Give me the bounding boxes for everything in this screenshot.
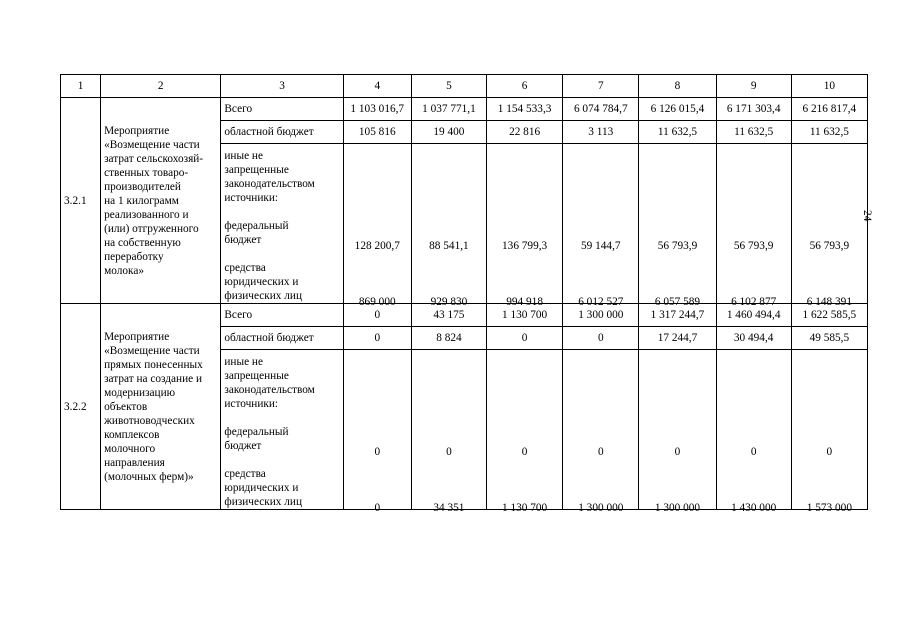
regional-value: 19 400: [411, 121, 486, 144]
federal-value: 0: [750, 446, 757, 458]
sources-line: законодательством: [224, 384, 315, 396]
spacer: [224, 247, 339, 261]
spacer: [224, 205, 339, 219]
event-code: 3.2.2: [61, 304, 101, 510]
legal-line: физических лиц: [224, 290, 302, 302]
legal-value: 34 351: [433, 502, 465, 514]
sources-line: иные не: [224, 356, 263, 368]
sources-line: запрещенные: [224, 164, 289, 176]
spacer: [224, 453, 339, 467]
event-name-line: Мероприятие: [104, 330, 170, 343]
column-header: 2: [101, 75, 221, 98]
sources-values: [343, 350, 411, 514]
page-number: 24: [861, 210, 873, 222]
regional-value: 17 244,7: [639, 327, 716, 350]
sources-line: источники:: [224, 192, 279, 204]
sources-values: [487, 144, 563, 308]
federal-line: бюджет: [224, 440, 262, 452]
federal-value: 128 200,7: [354, 240, 400, 252]
sources-values: [716, 144, 791, 308]
legal-line: юридических и: [224, 482, 299, 494]
legal-value: 6 148 391: [806, 296, 852, 308]
legal-line: юридических и: [224, 276, 299, 288]
total-value: 6 074 784,7: [563, 98, 639, 121]
event-name-line: переработку: [104, 250, 164, 263]
sources-values: [563, 350, 639, 514]
event-name: [101, 98, 221, 304]
total-value: 1 460 494,4: [716, 304, 791, 327]
event-name-line: ственных товаро-: [104, 166, 189, 179]
total-label: Всего: [221, 98, 343, 121]
legal-line: средства: [224, 262, 266, 274]
sources-values: [791, 350, 867, 514]
sources-values: [791, 144, 867, 308]
federal-value: 136 799,3: [502, 240, 548, 252]
legal-value: 1 430 000: [731, 502, 777, 514]
spacer: [224, 411, 339, 425]
regional-value: 49 585,5: [791, 327, 867, 350]
sources-values: [639, 144, 716, 308]
legal-value: 1 300 000: [654, 502, 701, 514]
event-name-line: направления: [104, 456, 165, 469]
regional-value: 11 632,5: [791, 121, 867, 144]
regional-value: 0: [487, 327, 563, 350]
regional-value: 22 816: [487, 121, 563, 144]
total-value: 1 622 585,5: [791, 304, 867, 327]
event-name-line: животноводческих: [104, 414, 195, 427]
sources-values: [639, 350, 716, 514]
regional-label: областной бюджет: [221, 327, 343, 350]
column-header: 6: [487, 75, 563, 98]
sources-line: иные не: [224, 150, 263, 162]
sources-values: [411, 350, 486, 514]
event-name: [101, 304, 221, 510]
federal-value: 0: [674, 446, 681, 458]
legal-line: средства: [224, 468, 266, 480]
legal-value: 929 830: [430, 296, 468, 308]
legal-value: 6 057 589: [654, 296, 701, 308]
event-name-line: прямых понесенных: [104, 358, 203, 371]
column-header: 8: [639, 75, 716, 98]
total-value: 1 300 000: [563, 304, 639, 327]
legal-value: 1 573 000: [806, 502, 852, 514]
legal-value: 0: [374, 502, 381, 514]
budget-table: [60, 74, 868, 514]
sources-line: источники:: [224, 398, 279, 410]
event-name-line: «Возмещение части: [104, 138, 200, 151]
event-name-line: Мероприятие: [104, 124, 170, 137]
column-header: 1: [61, 75, 101, 98]
total-value: 0: [343, 304, 411, 327]
event-name-line: производителей: [104, 180, 181, 193]
legal-value: 1 130 700: [502, 502, 548, 514]
total-value: 6 171 303,4: [716, 98, 791, 121]
sources-values: [487, 350, 563, 514]
regional-label: областной бюджет: [221, 121, 343, 144]
event-name-line: комплексов: [104, 428, 160, 441]
regional-value: 30 494,4: [716, 327, 791, 350]
federal-value: 56 793,9: [657, 240, 698, 252]
event-name-line: «Возмещение части: [104, 344, 200, 357]
federal-value: 56 793,9: [809, 240, 850, 252]
legal-value: 994 918: [506, 296, 543, 308]
event-name-line: затрат сельскохозяй-: [104, 152, 204, 165]
regional-value: 3 113: [563, 121, 639, 144]
sources-line: законодательством: [224, 178, 315, 190]
regional-value: 0: [563, 327, 639, 350]
federal-value: 0: [446, 446, 452, 458]
federal-value: 0: [374, 446, 381, 458]
total-value: 1 317 244,7: [639, 304, 716, 327]
event-name-line: молока»: [104, 264, 145, 277]
federal-value: 88 541,1: [429, 240, 469, 252]
total-value: 1 154 533,3: [487, 98, 563, 121]
event-name-line: затрат на создание и: [104, 372, 203, 385]
total-row: [61, 98, 868, 121]
legal-value: 6 012 527: [578, 296, 624, 308]
federal-value: 56 793,9: [733, 240, 774, 252]
legal-value: 869 000: [358, 296, 396, 308]
sources-label: [221, 350, 343, 510]
total-value: 1 130 700: [487, 304, 563, 327]
federal-line: федеральный: [224, 426, 289, 438]
total-value: 43 175: [411, 304, 486, 327]
event-name-line: реализованного и: [104, 208, 189, 221]
total-label: Всего: [221, 304, 343, 327]
sources-values: [411, 144, 486, 308]
federal-value: 59 144,7: [581, 240, 621, 252]
total-value: 1 037 771,1: [411, 98, 486, 121]
legal-line: физических лиц: [224, 496, 302, 508]
event-name-line: модернизацию: [104, 386, 176, 399]
sources-values: [563, 144, 639, 308]
total-value: 6 216 817,4: [791, 98, 867, 121]
federal-value: 0: [826, 446, 833, 458]
event-name-line: на собственную: [104, 236, 181, 249]
regional-value: 0: [343, 327, 411, 350]
legal-value: 6 102 877: [731, 296, 777, 308]
column-header: 4: [343, 75, 411, 98]
event-code: 3.2.1: [61, 98, 101, 304]
federal-line: федеральный: [224, 220, 289, 232]
sources-line: запрещенные: [224, 370, 289, 382]
sources-label: [221, 144, 343, 304]
federal-value: 0: [597, 446, 604, 458]
legal-value: 1 300 000: [578, 502, 624, 514]
sources-values: [343, 144, 411, 308]
regional-value: 8 824: [411, 327, 486, 350]
event-name-line: (молочных ферм)»: [104, 470, 194, 483]
column-header: 10: [791, 75, 867, 98]
event-name-line: молочного: [104, 442, 156, 455]
federal-value: 0: [521, 446, 528, 458]
regional-value: 105 816: [343, 121, 411, 144]
column-header: 5: [411, 75, 486, 98]
event-name-line: объектов: [104, 400, 148, 413]
column-header: 9: [716, 75, 791, 98]
total-value: 6 126 015,4: [639, 98, 716, 121]
sources-values: [716, 350, 791, 514]
regional-value: 11 632,5: [639, 121, 716, 144]
regional-value: 11 632,5: [716, 121, 791, 144]
column-header: 3: [221, 75, 343, 98]
total-value: 1 103 016,7: [343, 98, 411, 121]
header-row: [61, 75, 868, 98]
federal-line: бюджет: [224, 234, 262, 246]
event-name-line: на 1 килограмм: [104, 194, 179, 207]
column-header: 7: [563, 75, 639, 98]
event-name-line: (или) отгруженного: [104, 222, 199, 235]
